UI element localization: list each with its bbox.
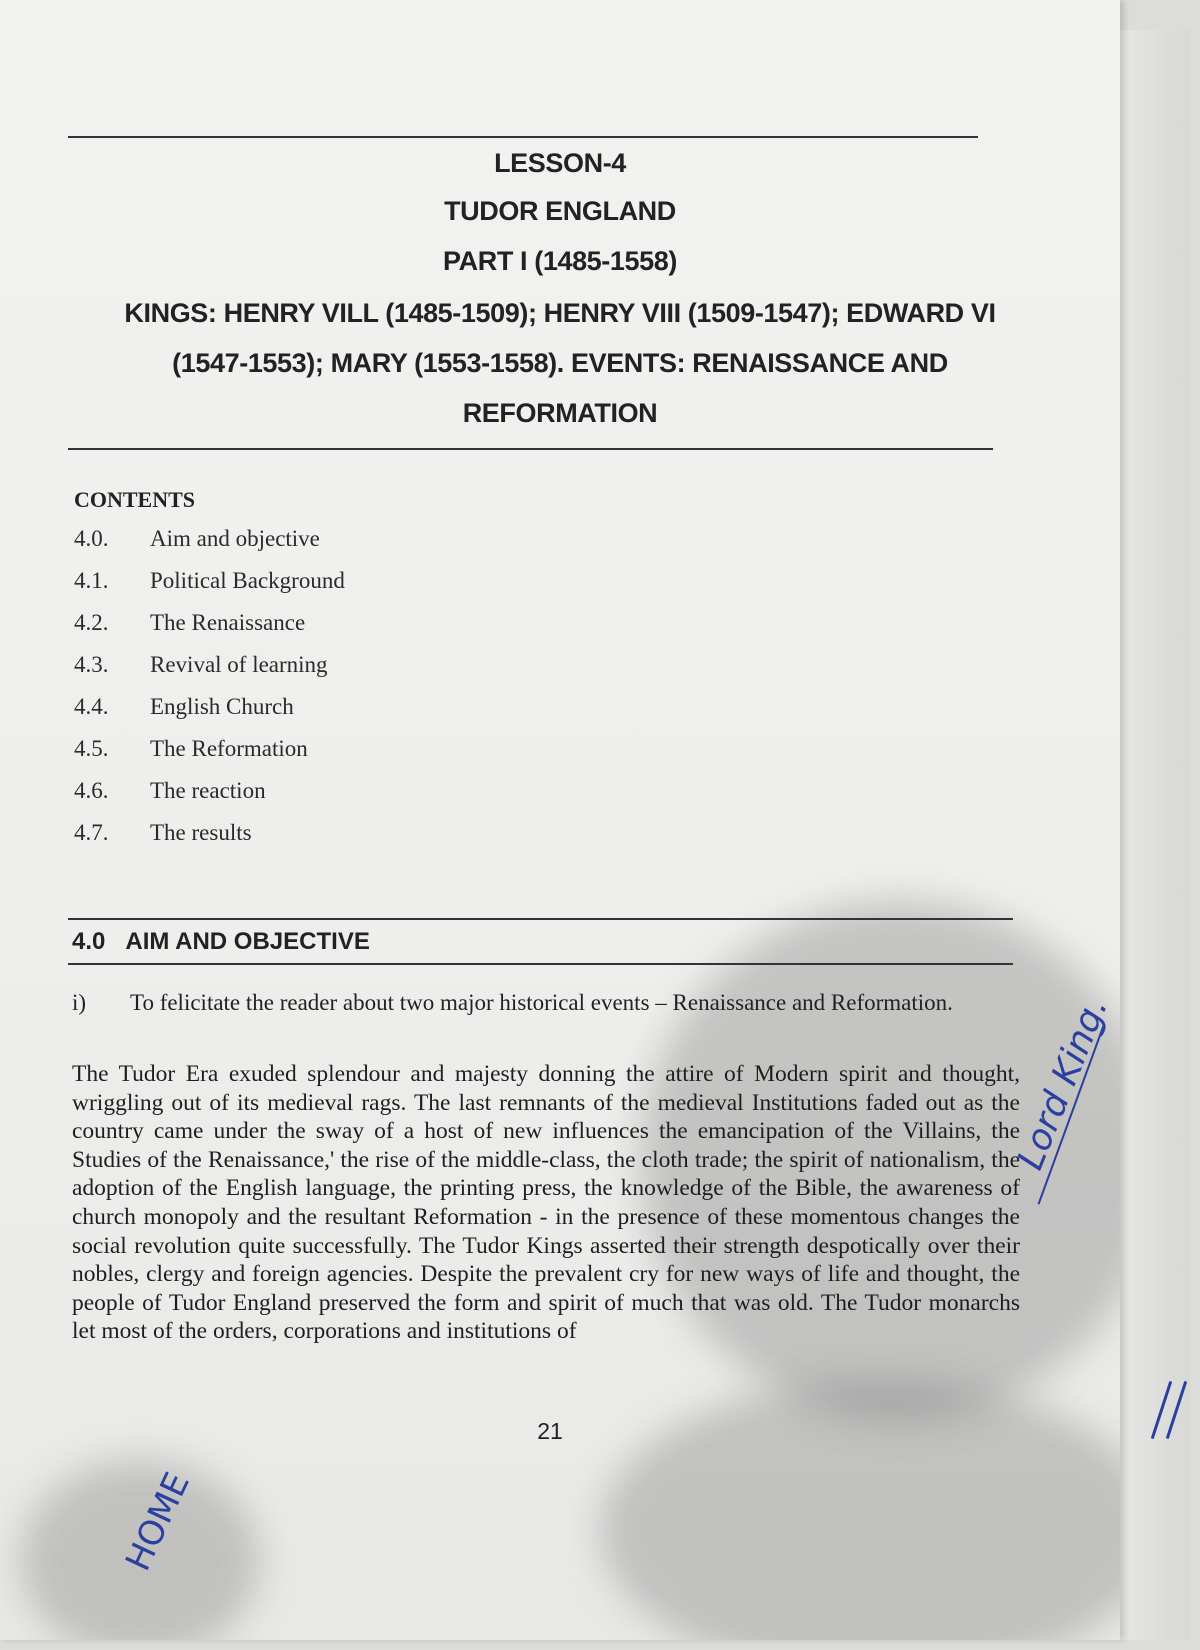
contents-item	[74, 610, 345, 652]
contents-item	[74, 568, 345, 610]
contents-item-number: 4.5.	[74, 736, 109, 761]
kings-line-2: (1547-1553); MARY (1553-1558). EVENTS: RENAISSANCE AND	[172, 348, 948, 378]
header-bottom-rule	[68, 448, 993, 450]
contents-item	[74, 652, 345, 694]
contents-item	[74, 778, 345, 820]
aim-item	[72, 988, 1012, 1018]
contents-item-label: The reaction	[150, 778, 266, 803]
page-number: 21	[537, 1418, 563, 1444]
photo-shadow-lower	[600, 1380, 1120, 1640]
contents-item	[74, 736, 345, 778]
contents-item-label: The Reformation	[150, 736, 308, 761]
handwritten-margin-note: Lord King.	[1010, 991, 1117, 1176]
section-bottom-rule	[68, 963, 1013, 965]
handwritten-bottom-note: HOME	[118, 1466, 198, 1577]
contents-item-label: Aim and objective	[150, 526, 320, 551]
contents-item-number: 4.7.	[74, 820, 109, 845]
contents-item	[74, 694, 345, 736]
section-number: 4.0	[72, 928, 106, 955]
section-top-rule	[68, 918, 1013, 920]
header-top-rule	[68, 136, 978, 138]
lesson-number: LESSON-4	[494, 148, 626, 178]
contents-item-number: 4.3.	[74, 652, 109, 677]
kings-line-1: KINGS: HENRY VILL (1485-1509); HENRY VIII (1509-1547); EDWARD VI	[124, 298, 996, 328]
contents-item-number: 4.0.	[74, 526, 109, 551]
contents-item-number: 4.1.	[74, 568, 109, 593]
contents-item-label: Revival of learning	[150, 652, 328, 677]
contents-item-number: 4.2.	[74, 610, 109, 635]
contents-item-number: 4.6.	[74, 778, 109, 803]
contents-item-label: The Renaissance	[150, 610, 306, 635]
section-title: AIM AND OBJECTIVE	[125, 928, 370, 955]
contents-item	[74, 526, 345, 568]
contents-item-label: The results	[150, 820, 252, 845]
contents-item-label: Political Background	[150, 568, 345, 593]
aim-text: To felicitate the reader about two major historical events – Renaissance and Reformation.	[130, 990, 953, 1015]
contents-list	[74, 526, 345, 862]
kings-line-3: REFORMATION	[462, 398, 658, 428]
contents-item-number: 4.4.	[74, 694, 109, 719]
contents-heading: CONTENTS	[74, 487, 196, 512]
contents-item	[74, 820, 345, 862]
aim-marker: i)	[72, 990, 87, 1015]
body-paragraph: The Tudor Era exuded splendour and majesty donning the attire of Modern spirit and thought, wriggling out of its medieval rags. The last remnants of the medieval Institutions faded out as the country came under the sway of a host of new influences the emancipation of the Villains, the Studies of the Renaissance,' the rise of the middle-class, the cloth trade; the spirit of nationalism, the adoption of the English language, the printing press, the knowledge of the Bible, the awareness of church monopoly and the resultant Reformation - in the presence of these momentous changes the social revolution quite successfully. The Tudor Kings asserted their strength despotically over their nobles, clergy and foreign agencies. Despite the prevalent cry for new ways of life and thought, the people of Tudor England preserved the form and spirit of much that was old. The Tudor monarchs let most of the orders, corporations and institutions of	[72, 1061, 1020, 1345]
contents-item-label: English Church	[150, 694, 294, 719]
section-heading	[72, 928, 370, 956]
lesson-title: TUDOR ENGLAND	[444, 196, 676, 226]
lesson-part: PART I (1485-1558)	[443, 246, 677, 276]
